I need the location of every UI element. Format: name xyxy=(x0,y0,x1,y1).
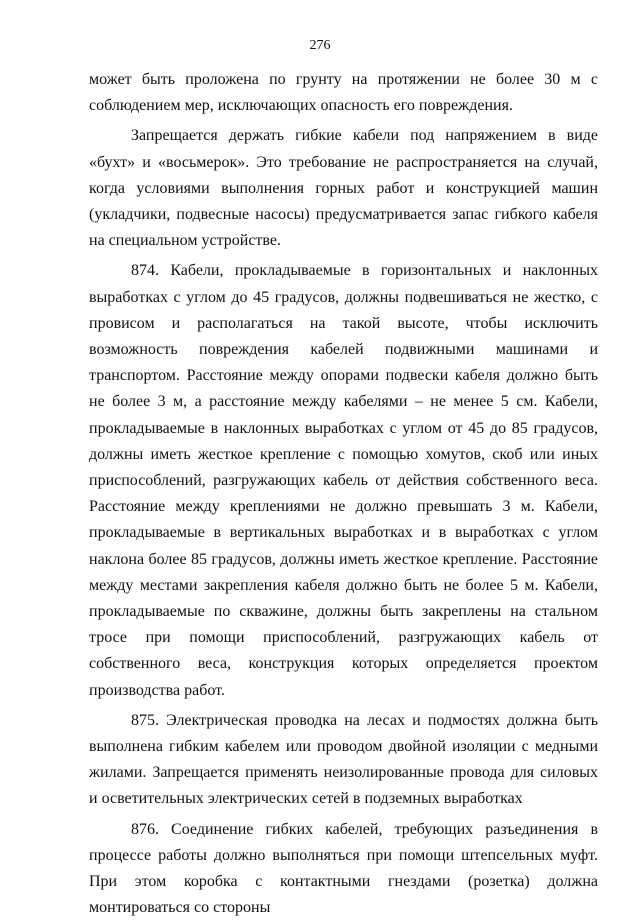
paragraph-clause-875: 875. Электрическая проводка на лесах и подмостях должна быть выполнена гибким кабелем или проводом двойной изоляции с медными жилами. Запрещается применять неизолированные провода для силовых и осветительных электрических сетей в подземных выработках xyxy=(89,711,598,808)
paragraph-clause-876: 876. Соединение гибких кабелей, требующих разъединения в процессе работы должно выполняться при помощи штепсельных муфт. При этом коробка с контактными гнездами (розетка) должна монтироваться со стороны xyxy=(89,820,598,917)
paragraph-cable-coil-prohibition: Запрещается держать гибкие кабели под напряжением в виде «бухт» и «восьмерок». Это требование не распространяется на случай, когда условиями выполнения горных работ и конструкцией машин (укладчики, подвесные насосы) предусматривается запас гибкого кабеля на специальном устройстве. xyxy=(89,127,598,250)
document-body xyxy=(89,67,598,922)
paragraph-clause-874: 874. Кабели, прокладываемые в горизонтальных и наклонных выработках с углом до 45 градусов, должны подвешиваться не жестко, с провисом и располагаться на такой высоте, чтобы исключить возможность повреждения кабелей подвижными машинами и транспортом. Расстояние между опорами подвески кабеля должно быть не более 3 м, а расстояние между кабелями – не менее 5 см. Кабели, прокладываемые в наклонных выработках с углом от 45 до 85 градусов, должны иметь жесткое крепление с помощью хомутов, скоб или иных приспособлений, разгружающих кабель от действия собственного веса. Расстояние между креплениями не должно превышать 3 м. Кабели, прокладываемые в вертикальных выработках и в выработках с углом наклона более 85 градусов, должны иметь жесткое крепление. Расстояние между местами закрепления кабеля должно быть не более 5 м. Кабели, прокладываемые по скважине, должны быть закреплены на стальном тросе при помощи приспособлений, разгружающих кабель от собственного веса, конструкция которых определяется проектом производства работ. xyxy=(89,262,598,699)
paragraph-continuation: может быть проложена по грунту на протяжении не более 30 м с соблюдением мер, исключающих опасность его повреждения. xyxy=(89,71,598,115)
page-number: 276 xyxy=(309,38,331,53)
